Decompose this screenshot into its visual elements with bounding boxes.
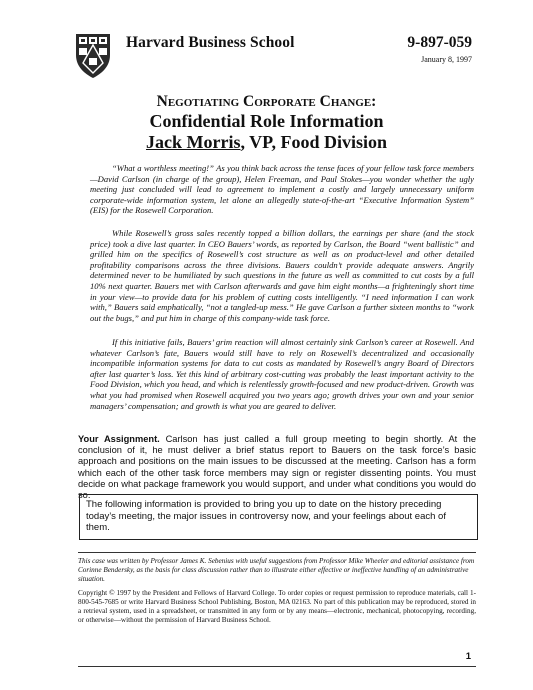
harvard-shield-icon: [75, 33, 111, 79]
footer-divider: [78, 552, 476, 553]
paragraph-1: “What a worthless meeting!” As you think back across the tense faces of your fellow task force members—David Carlson (in charge of the group), Helen Freeman, and Paul Stokes—you wonder whether the ugly meeting just concluded will lead to agreement to implement a costly and largely unnecessary uniform corporate-wide information system, let alone an allegedly state-of-the-art “Executive Information System” (EIS) for the Rosewell Corporation.: [90, 163, 474, 216]
school-name: Harvard Business School: [126, 34, 295, 51]
boxed-note: The following information is provided to bring you up to date on the history preceding today’s meeting, the major issues in controversy now, and your feelings about each of them.: [79, 494, 478, 540]
copyright-note: Copyright © 1997 by the President and Fellows of Harvard College. To order copies or request permission to reproduce materials, call 1-800-545-7685 or write Harvard Business School Publishing, Boston, MA 02163. No part of this publication may be reproduced, stored in a retrieval system, used in a spreadsheet, or transmitted in any form or by any means—electronic, mechanical, photocopying, recording, or otherwise—without the permission of Harvard Business School.: [78, 589, 476, 624]
title-block: [60, 92, 473, 153]
title-line-3: [60, 132, 473, 153]
role-name: Jack Morris: [145, 132, 241, 152]
case-number: 9-897-059: [407, 34, 472, 51]
title-line-2: Confidential Role Information: [149, 111, 384, 131]
assignment-text: Carlson has just called a full group meeting to begin shortly. At the conclusion of it, he must deliver a brief status report to Bauers on the task force’s basic approach and positions on the main issues to be discussed at the meeting. Carlson has a form which each of the other task force members may sign or register dissenting points. You must decide on what package framework you would support, and under what conditions you would do so.: [78, 434, 476, 501]
page-number: 1: [465, 651, 471, 662]
assignment-label: Your Assignment.: [78, 434, 160, 444]
paragraph-2: While Rosewell’s gross sales recently topped a billion dollars, the earnings per share (and the stock price) took a dive last quarter. In CEO Bauers’ words, as reported by Carlson, the Board “went ballistic” and grilled him on the specifics of Rosewell’s cost structure as well as on product-level and other detailed profitability comparisons across the three divisions. Bauers couldn’t provide adequate answers. Angrily determined never to be humiliated by such questions in the future as well as committed to cut costs by a full 10% next quarter. Bauers met with Carlson afterwards and gave him eight months—a frighteningly short time in your view—to provide data for his problem of cutting costs intelligently. “I need information I can work with,” Bauers said emphatically, “not a tangled-up mess.” He gave Carlson a further sixteen months to “work out the bugs,” and put him in charge of this company-wide task force.: [90, 228, 474, 323]
paragraph-3: If this initiative fails, Bauers’ grim reaction will almost certainly sink Carlson’s career at Rosewell. And whatever Carlson’s fate, Bauers would still have to rely on Rosewell’s decentralized and occasionally incompatible information systems for data to cut costs as mandated by Rosewell’s angry Board of Directors after last quarter’s loss. Yet this kind of arbitrary cost-cutting was probably the least important activity to the Food Division, which you head, and which is relentlessly growth-focused and new product-driven. Growth was what you had promised when Rosewell acquired you two years ago; growth drives your own and your senior managers’ compensation; and growth is what you are geared to deliver.: [90, 337, 474, 411]
role-title: , VP, Food Division: [240, 132, 388, 152]
assignment-paragraph: [78, 434, 476, 501]
title-line-1: Negotiating Corporate Change:: [156, 93, 377, 110]
bottom-divider: [78, 666, 476, 667]
authorship-note: This case was written by Professor James K. Sebenius with useful suggestions from Professor Mike Wheeler and editorial assistance from Corinne Bendersky, as the basis for class discussion rather than to illustrate either effective or ineffective handling of an administrative situation.: [78, 557, 475, 583]
case-date: January 8, 1997: [421, 55, 472, 64]
